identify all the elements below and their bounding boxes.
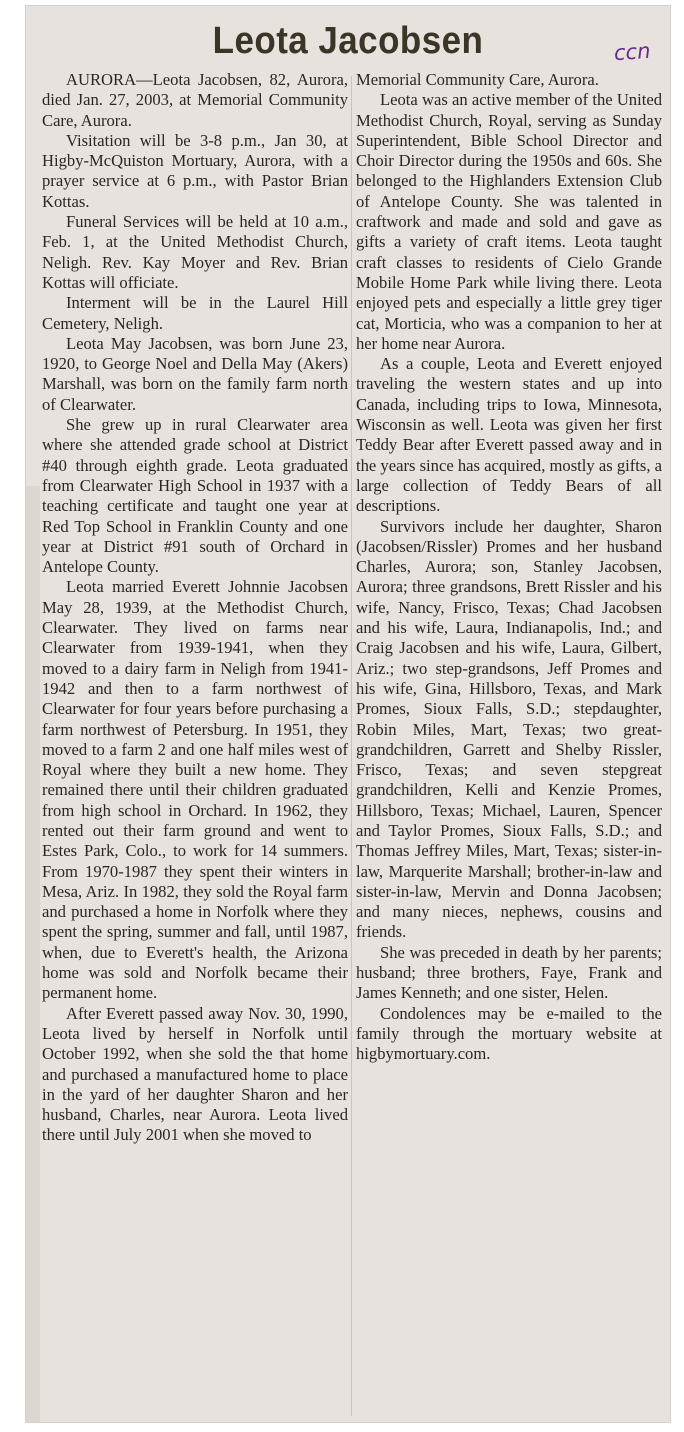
paragraph: Leota was an active member of the United Methodist Church, Royal, serving as Sunday Superintendent, Bible School Director and Choir Director during the 1950s and 60s. She belonged to the Highlanders Extension Club of Antelope County. She was talented in craftwork and made and sold and gave as gifts a variety of craft items. Leota taught craft classes to residents of Cielo Grande Mobile Home Park while living there. Leota enjoyed pets and especially a little grey tiger cat, Morticia, who was a companion to her at her home near Aurora. xyxy=(356,90,662,353)
paragraph: Survivors include her daughter, Sharon (Jacobsen/Rissler) Promes and her husband Charles, Aurora; son, Stanley Jacobsen, Aurora; three grandsons, Brett Rissler and his wife, Nancy, Frisco, Texas; Chad Jacobsen and his wife, Laura, Indianapolis, Ind.; and Craig Jacobsen and his wife, Laura, Gilbert, Ariz.; two step-grandsons, Jeff Promes and his wife, Gina, Hillsboro, Texas, and Mark Promes, Sioux Falls, S.D.; stepdaughter, Robin Miles, Mart, Texas; two great-grandchildren, Garrett and Shelby Rissler, Frisco, Texas; and seven stepgreat grandchildren, Kelli and Kenzie Promes, Hillsboro, Texas; Michael, Lauren, Spencer and Taylor Promes, Sioux Falls, S.D.; and Thomas Jeffrey Miles, Mart, Texas; sister-in-law, Marquerite Marshall; brother-in-law and sister-in-law, Mervin and Donna Jacobsen; and many nieces, nephews, cousins and friends. xyxy=(356,516,662,942)
paragraph-continuation: Memorial Community Care, Aurora. xyxy=(356,70,599,89)
paragraph: After Everett passed away Nov. 30, 1990, Leota lived by herself in Norfolk until October 1992, when she sold the that home and purchased a manufactured home to place in the yard of her daughter Sharon and her husband, Charles, near Aurora. Leota lived there until July 2001 when she moved to xyxy=(42,1003,348,1145)
paragraph: Condolences may be e-mailed to the family through the mortuary website at higbymortuary.com. xyxy=(356,1003,662,1064)
obituary-title: Leota Jacobsen xyxy=(212,20,484,62)
clipping-edge xyxy=(26,486,40,1422)
paragraph: As a couple, Leota and Everett enjoyed traveling the western states and up into Canada, including trips to Iowa, Minnesota, Wisconsin as well. Leota was given her first Teddy Bear after Everett passed away and in the years since has acquired, mostly as gifts, a large collection of Teddy Bears of all descriptions. xyxy=(356,354,662,516)
paragraph: AURORA—Leota Jacobsen, 82, Aurora, died Jan. 27, 2003, at Memorial Community Care, Aurora. xyxy=(42,70,348,130)
column-divider xyxy=(351,76,352,1416)
paragraph: Leota married Everett Johnnie Jacobsen May 28, 1939, at the Methodist Church, Clearwater. They lived on farms near Clearwater from 1939-1941, when they moved to a dairy farm in Neligh from 1941-1942 and then to a farm northwest of Clearwater for four years before purchasing a farm northwest of Petersburg. In 1951, they moved to a farm 2 and one half miles west of Royal where they built a new home. They remained there until their children graduated from high school in Orchard. In 1962, they rented out their farm ground and went to Estes Park, Colo., to work for 14 summers. From 1970-1987 they spent their winters in Mesa, Ariz. In 1982, they sold the Royal farm and purchased a home in Norfolk where they spent the spring, summer and fall, until 1987, when, due to Everett's health, the Arizona home was sold and Norfolk became their permanent home. xyxy=(42,577,348,1003)
newspaper-clipping xyxy=(26,6,670,1422)
paragraph: Funeral Services will be held at 10 a.m., Feb. 1, at the United Methodist Church, Neligh. Rev. Kay Moyer and Rev. Brian Kottas will officiate. xyxy=(42,212,348,292)
paragraph: She grew up in rural Clearwater area where she attended grade school at District #40 through eighth grade. Leota graduated from Clearwater High School in 1937 with a teaching certificate and taught one year at Red Top School in Franklin County and one year at District #91 south of Orchard in Antelope County. xyxy=(42,415,348,577)
right-column xyxy=(356,70,662,1065)
paragraph: She was preceded in death by her parents; husband; three brothers, Faye, Frank and James Kenneth; and one sister, Helen. xyxy=(356,942,662,1003)
paragraph: Interment will be in the Laurel Hill Cemetery, Neligh. xyxy=(42,293,348,333)
left-column xyxy=(42,70,348,1146)
paragraph: Visitation will be 3-8 p.m., Jan 30, at Higby-McQuiston Mortuary, Aurora, with a prayer service at 6 p.m., with Pastor Brian Kottas. xyxy=(42,130,348,211)
handwritten-annotation: ccn xyxy=(613,38,652,66)
paragraph: Leota May Jacobsen, was born June 23, 1920, to George Noel and Della May (Akers) Marshall, was born on the family farm north of Clearwater. xyxy=(42,333,348,414)
